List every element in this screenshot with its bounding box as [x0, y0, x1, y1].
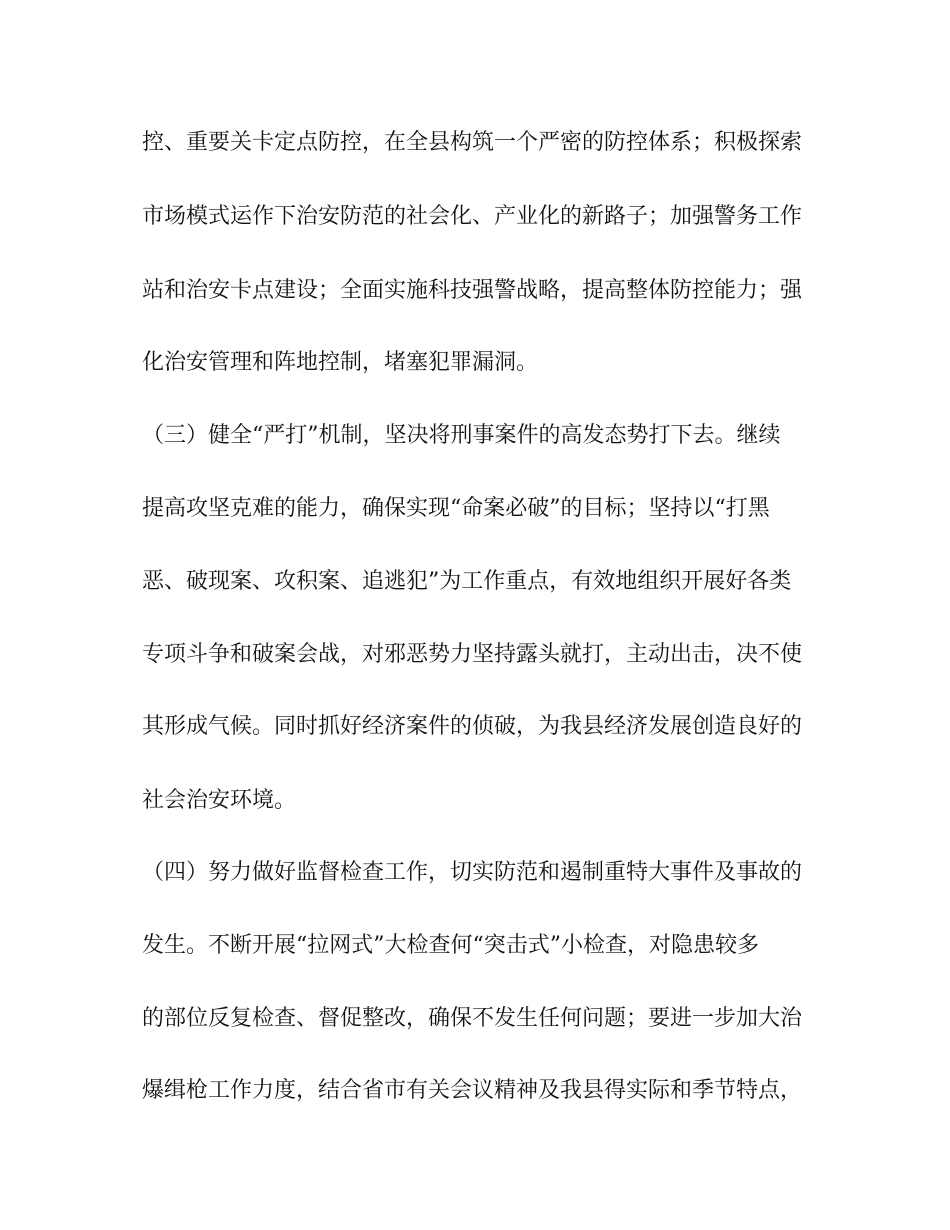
- text-line: 提高攻坚克难的能力，确保实现“命案必破”的目标；坚持以“打黑: [142, 496, 770, 521]
- section-heading-line: （四）努力做好监督检查工作，切实防范和遏制重特大事件及事故的: [142, 860, 803, 885]
- section-heading-line: （三）健全“严打”机制，坚决将刑事案件的高发态势打下去。继续: [142, 423, 781, 448]
- text-line: 其形成气候。同时抓好经济案件的侦破，为我县经济发展创造良好的: [142, 714, 803, 739]
- text-line: 市场模式运作下治安防范的社会化、产业化的新路子；加强警务工作: [142, 204, 803, 229]
- text-line: 爆缉枪工作力度，结合省市有关会议精神及我县得实际和季节特点，: [142, 1078, 803, 1103]
- text-line: 社会治安环境。: [142, 788, 297, 813]
- text-line: 发生。不断开展“拉网式”大检查何“突击式”小检查，对隐患较多: [142, 933, 759, 958]
- text-line: 的部位反复检查、督促整改，确保不发生任何问题；要进一步加大治: [142, 1006, 803, 1031]
- text-line: 化治安管理和阵地控制，堵塞犯罪漏洞。: [142, 350, 539, 375]
- text-line: 恶、破现案、攻积案、追逃犯”为工作重点，有效地组织开展好各类: [142, 569, 792, 594]
- text-line: 控、重要关卡定点防控，在全县构筑一个严密的防控体系；积极探索: [142, 130, 803, 155]
- text-line: 专项斗争和破案会战，对邪恶势力坚持露头就打，主动出击，决不使: [142, 642, 803, 667]
- text-line: 站和治安卡点建设；全面实施科技强警战略，提高整体防控能力；强: [142, 278, 803, 303]
